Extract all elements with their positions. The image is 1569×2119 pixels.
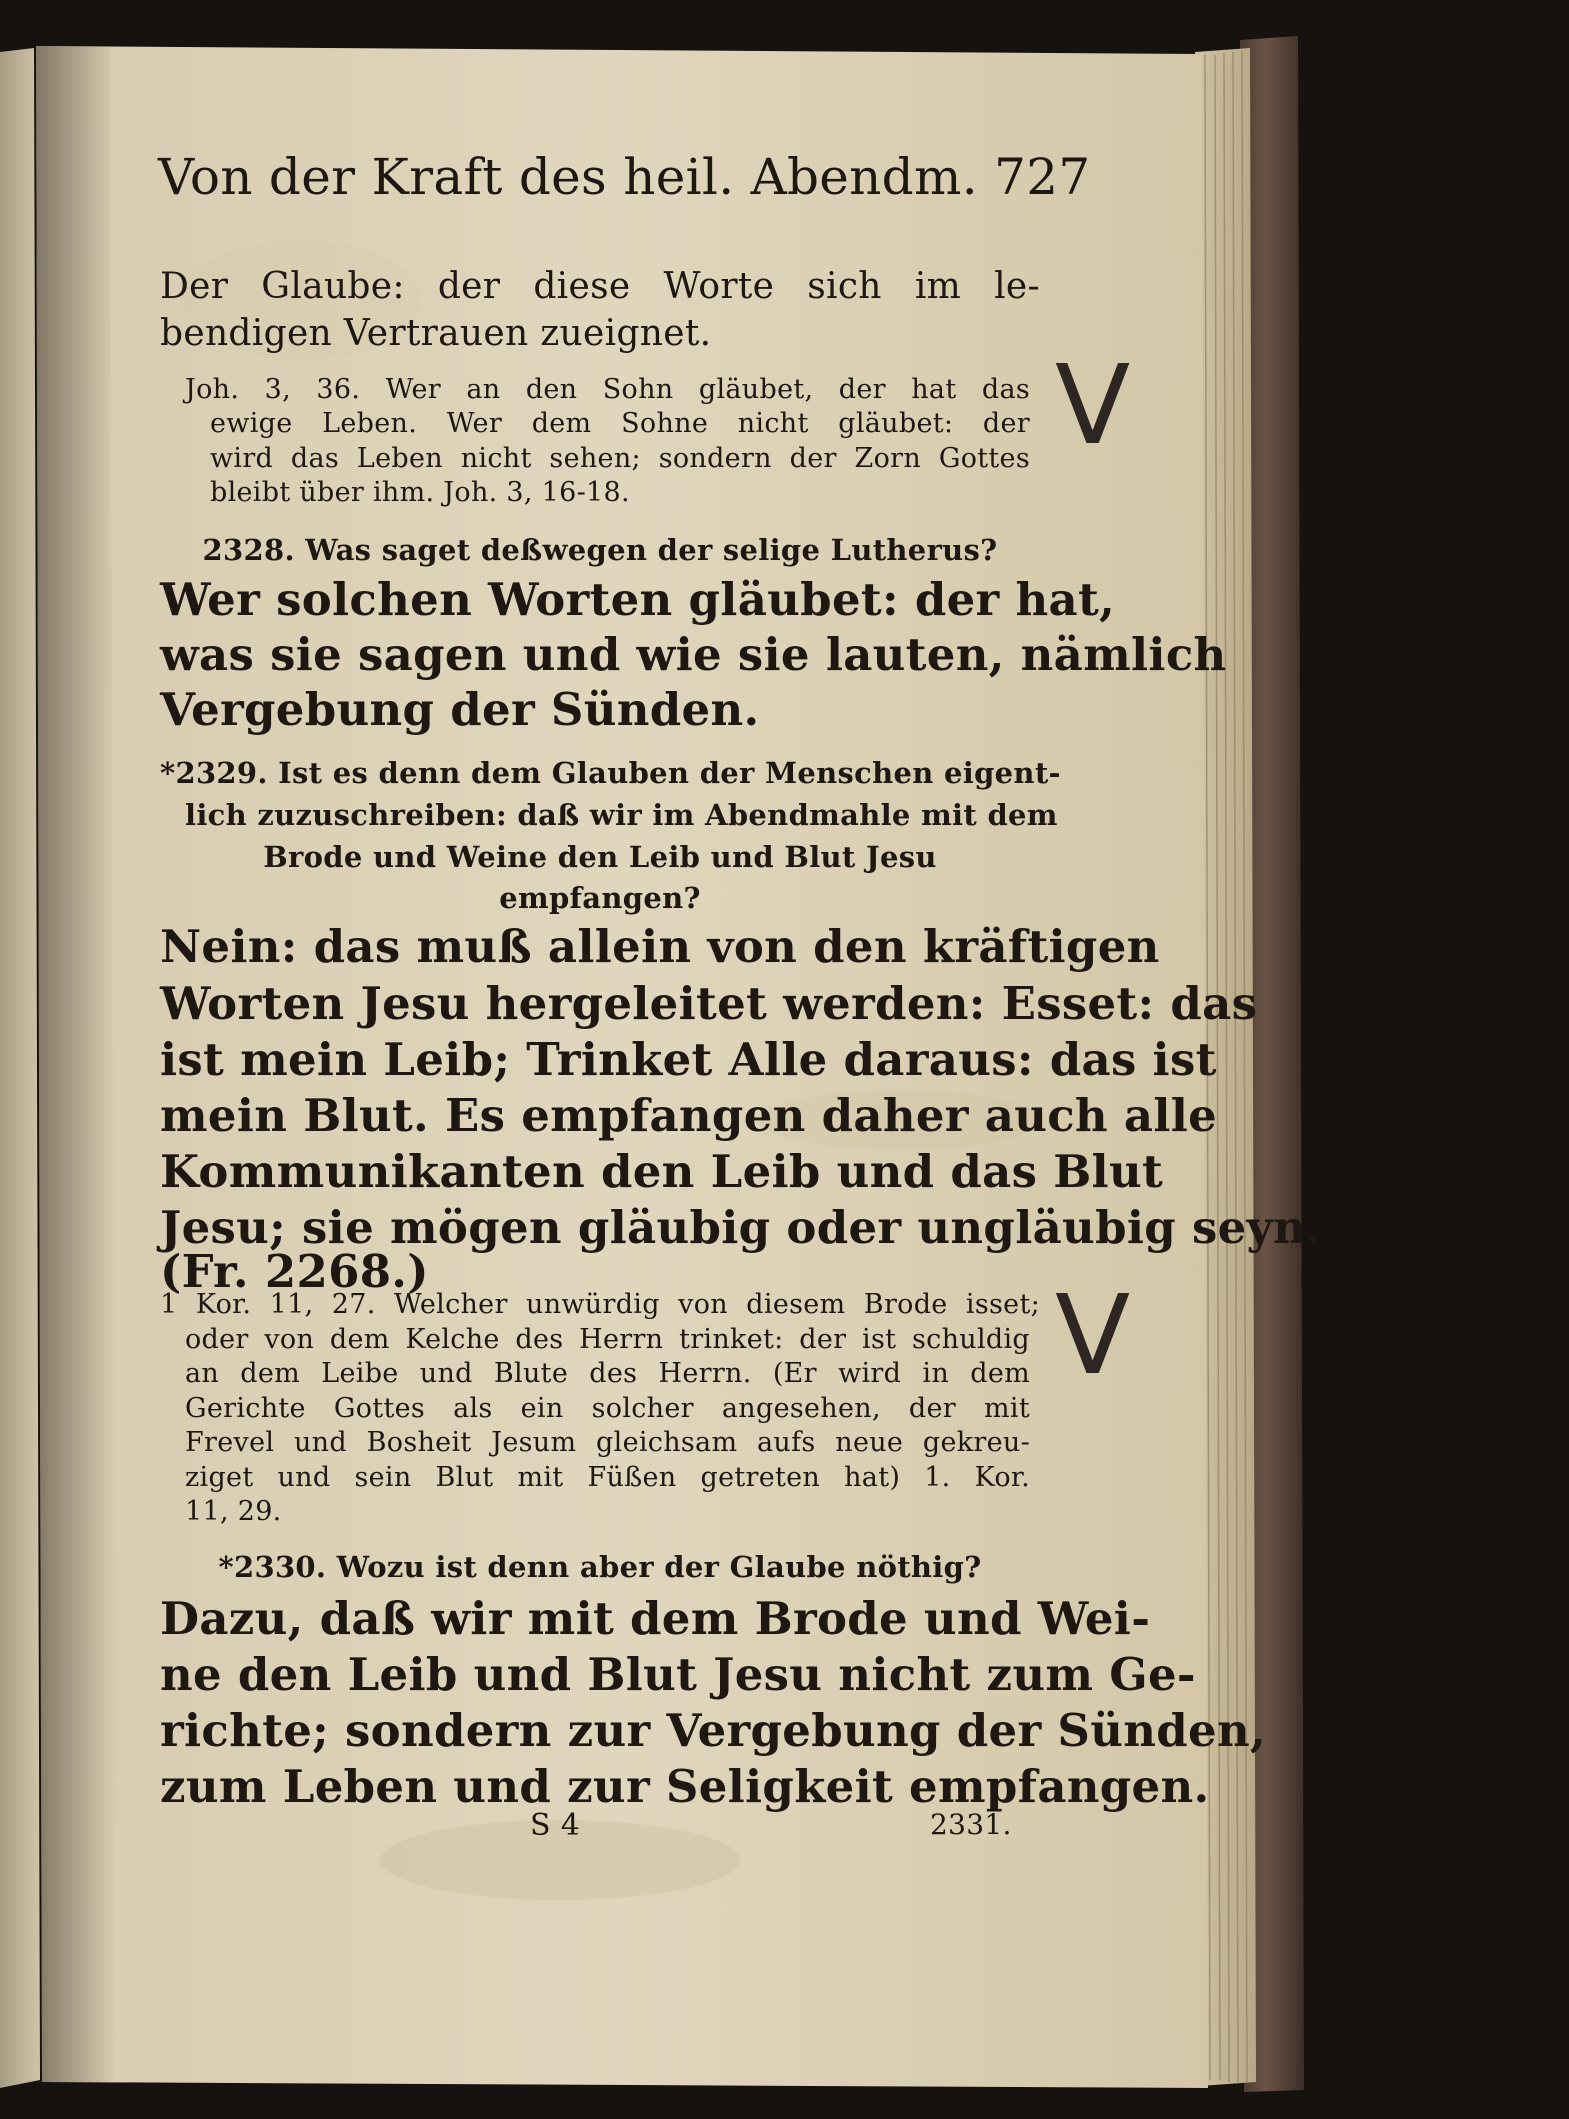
answer-line: ne den Leib und Blut Jesu nicht zum Ge- [160, 1648, 1196, 1701]
catchword: 2331. [930, 1808, 1012, 1841]
answer-line: Vergebung der Sünden. [160, 683, 760, 736]
question-2329: *2329. Ist es denn dem Glauben der Menschen eigent- [160, 756, 1061, 790]
signature-mark: S 4 [530, 1808, 581, 1843]
question-2329: lich zuzuschreiben: daß wir im Abendmahle mit dem [185, 798, 1058, 832]
answer-line: Dazu, daß wir mit dem Brode und Wei- [160, 1592, 1151, 1645]
answer-line: Wer solchen Worten gläubet: der hat, [160, 573, 1116, 626]
scripture-line: Gerichte Gottes als ein solcher angesehen, der mit [185, 1393, 1030, 1424]
running-head-title: Von der Kraft des heil. Abendm. [158, 148, 978, 206]
scripture-line: oder von dem Kelche des Herrn trinket: der ist schuldig [185, 1324, 1030, 1355]
text-line: Der Glaube: der diese Worte sich im le- [160, 266, 1040, 307]
scripture-line: wird das Leben nicht sehen; sondern der Zorn Gottes [210, 443, 1030, 474]
scripture-line: 11, 29. [185, 1496, 282, 1527]
question-2329: Brode und Weine den Leib und Blut Jesu [263, 840, 937, 874]
scripture-line: Frevel und Bosheit Jesum gleichsam aufs neue gekreu- [185, 1427, 1030, 1458]
question-2329: empfangen? [499, 881, 701, 915]
question-2330: *2330. Wozu ist denn aber der Glaube nöthig? [218, 1550, 982, 1584]
answer-line: Worten Jesu hergeleitet werden: Esset: das [160, 977, 1258, 1030]
text-line: bendigen Vertrauen zueignet. [160, 313, 712, 354]
answer-line: Nein: das muß allein von den kräftigen [160, 920, 1160, 973]
answer-line: (Fr. 2268.) [160, 1245, 429, 1298]
margin-check-mark: V [1055, 341, 1131, 469]
answer-line: Kommunikanten den Leib und das Blut [160, 1145, 1164, 1198]
answer-line: was sie sagen und wie sie lauten, nämlich [160, 628, 1227, 681]
scripture-line: 1 Kor. 11, 27. Welcher unwürdig von diesem Brode isset; [160, 1289, 1040, 1320]
page-number: 727 [994, 148, 1091, 206]
answer-line: ist mein Leib; Trinket Alle daraus: das ist [160, 1033, 1217, 1086]
question-2328: 2328. Was saget deßwegen der selige Lutherus? [202, 533, 998, 567]
scripture-line: Joh. 3, 36. Wer an den Sohn gläubet, der hat das [185, 374, 1030, 405]
margin-check-mark: V [1055, 1271, 1131, 1399]
answer-line: Jesu; sie mögen gläubig oder ungläubig seyn. [160, 1201, 1322, 1254]
scripture-line: bleibt über ihm. Joh. 3, 16-18. [210, 477, 630, 508]
scripture-line: an dem Leibe und Blute des Herrn. (Er wird in dem [185, 1358, 1030, 1389]
answer-line: richte; sondern zur Vergebung der Sünden, [160, 1704, 1266, 1757]
running-head [158, 148, 1091, 206]
scripture-line: ewige Leben. Wer dem Sohne nicht gläubet: der [210, 408, 1030, 439]
scripture-line: ziget und sein Blut mit Füßen getreten hat) 1. Kor. [185, 1462, 1030, 1493]
answer-line: mein Blut. Es empfangen daher auch alle [160, 1089, 1218, 1142]
answer-line: zum Leben und zur Seligkeit empfangen. [160, 1760, 1210, 1813]
